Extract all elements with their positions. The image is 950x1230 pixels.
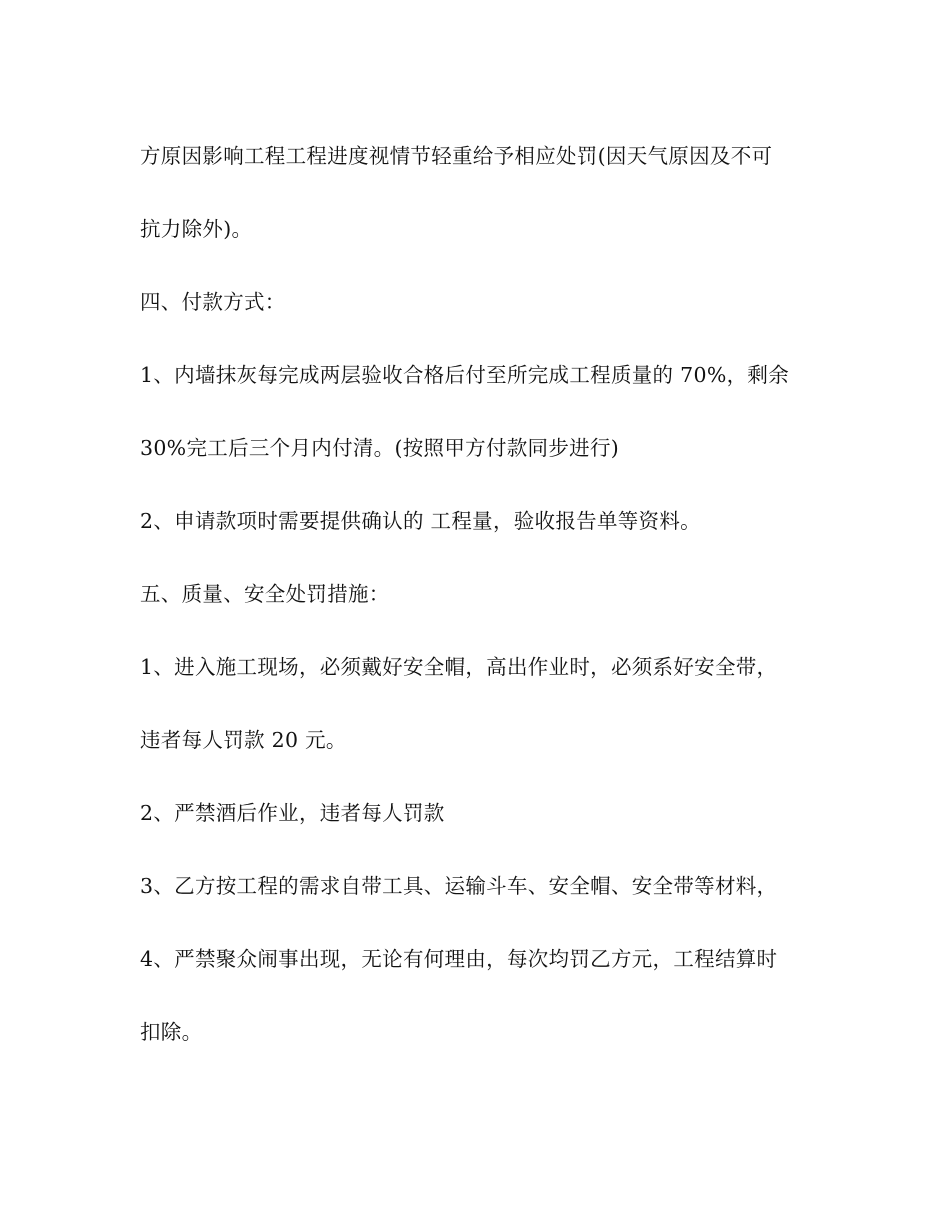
text-line-payment-1: 1、内墙抹灰每完成两层验收合格后付至所完成工程质量的 70%，剩余 (140, 363, 790, 387)
text-line-safety-3: 3、乙方按工程的需求自带工具、运输斗车、安全帽、安全带等材料， (140, 874, 778, 898)
text-line-force-majeure: 抗力除外)。 (140, 217, 253, 241)
text-line-payment-2: 2、申请款项时需要提供确认的 工程量，验收报告单等资料。 (140, 509, 701, 533)
text-line-payment-1-cont: 30%完工后三个月内付清。(按照甲方付款同步进行) (140, 436, 620, 460)
text-line-penalty-continued: 方原因影响工程工程进度视情节轻重给予相应处罚(因天气原因及不可 (140, 144, 773, 168)
text-line-safety-4-cont: 扣除。 (140, 1020, 203, 1044)
text-line-safety-4: 4、严禁聚众闹事出现，无论有何理由，每次均罚乙方元，工程结算时 (140, 947, 778, 971)
section-heading-payment: 四、付款方式： (140, 290, 286, 314)
text-line-safety-1-cont: 违者每人罚款 20 元。 (140, 728, 347, 752)
text-line-safety-2: 2、严禁酒后作业，违者每人罚款 (140, 801, 445, 825)
text-line-safety-1: 1、进入施工现场，必须戴好安全帽，高出作业时，必须系好安全带， (140, 655, 778, 679)
section-heading-safety: 五、质量、安全处罚措施： (140, 582, 390, 606)
